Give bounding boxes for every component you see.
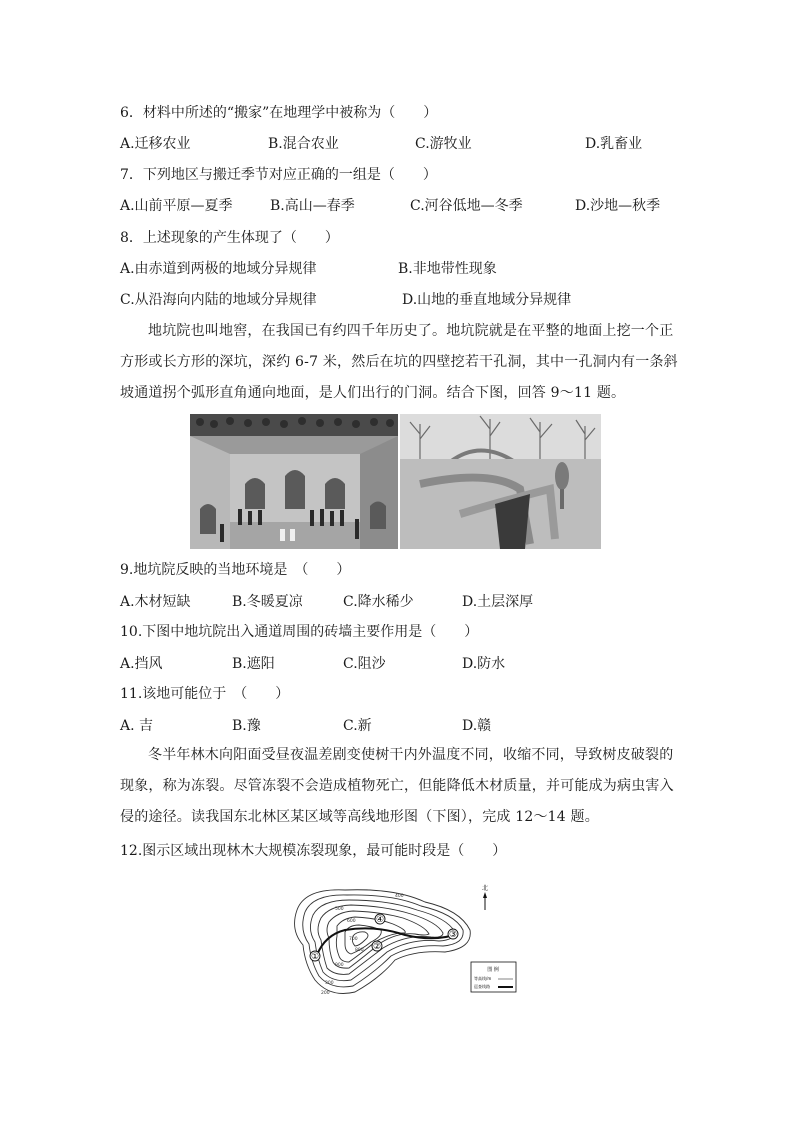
q8-option-b: B.非地带性现象 xyxy=(398,261,497,277)
q6-option-b: B.混合农业 xyxy=(268,136,339,152)
legend-route: 巡查线路 xyxy=(474,984,490,989)
marker-3: ③ xyxy=(448,930,458,940)
contour-label-400: 400 xyxy=(395,894,404,899)
q7-option-d: D.沙地—秋季 xyxy=(575,198,661,214)
q8-option-a: A.由赤道到两极的地域分异规律 xyxy=(120,261,317,277)
q11-option-b: B.豫 xyxy=(232,718,261,734)
north-label: 北 xyxy=(481,885,489,892)
q11-option-c: C.新 xyxy=(343,718,372,734)
q9-option-d: D.土层深厚 xyxy=(462,594,534,610)
q9-stem: 9.地坑院反映的当地环境是 （ ） xyxy=(120,562,351,578)
q7-stem: 7．下列地区与搬迁季节对应正确的一组是（ ） xyxy=(120,167,437,183)
q7-option-a: A.山前平原—夏季 xyxy=(120,198,233,214)
q7-option-c: C.河谷低地—冬季 xyxy=(410,198,523,214)
contour-map xyxy=(285,880,525,1000)
marker-2: ② xyxy=(372,942,382,952)
q6-option-c: C.游牧业 xyxy=(415,136,472,152)
q9-option-b: B.冬暖夏凉 xyxy=(232,594,303,610)
q11-option-d: D.赣 xyxy=(462,718,492,734)
q12-stem: 12.图示区域出现林木大规模冻裂现象，最可能时段是（ ） xyxy=(120,843,507,859)
q8-option-c: C.从沿海向内陆的地域分异规律 xyxy=(120,292,317,308)
q10-option-c: C.阻沙 xyxy=(343,656,386,672)
passage-frost-crack: 冬半年林木向阳面受昼夜温差剧变使树干内外温度不同，收缩不同，导致树皮破裂的现象，称为冻裂。尽管冻裂不会造成植物死亡，但能降低木材质量，并可能成为病虫害入侵的途径。读我国东北林区某区域等高线地形图（下图），完成 12～14 题。 xyxy=(120,747,674,825)
passage-dikengyuan: 地坑院也叫地窖，在我国已有约四千年历史了。地坑院就是在平整的地面上挖一个正方形或长方形的深坑，深约 6-7 米，然后在坑的四壁挖若干孔洞，其中一孔洞内有一条斜坡通道拐个弧形直角通向地面，是人们出行的门洞。结合下图，回答 9～11 题。 xyxy=(120,323,678,401)
legend-title: 图 例 xyxy=(487,967,499,973)
q6-option-a: A.迁移农业 xyxy=(120,136,191,152)
north-arrow-icon xyxy=(483,892,487,910)
contour-label-200: 200 xyxy=(321,991,330,996)
marker-4: ④ xyxy=(375,915,385,925)
q9-option-a: A.木材短缺 xyxy=(120,594,191,610)
contour-label-800: 800 xyxy=(355,948,364,953)
contour-label-700: 700 xyxy=(349,937,358,942)
q8-option-d: D.山地的垂直地域分异规律 xyxy=(402,292,572,308)
q6-option-d: D.乳畜业 xyxy=(585,136,643,152)
q11-stem: 11.该地可能位于 （ ） xyxy=(120,686,290,702)
q9-option-c: C.降水稀少 xyxy=(343,594,414,610)
q10-option-d: D.防水 xyxy=(462,656,506,672)
entrance-passage-photo xyxy=(400,414,601,549)
q8-stem: 8．上述现象的产生体现了（ ） xyxy=(120,230,339,246)
contour-label-500: 500 xyxy=(335,907,344,912)
marker-1: ① xyxy=(310,952,320,962)
q10-stem: 10.下图中地坑院出入通道周围的砖墙主要作用是（ ） xyxy=(120,624,479,640)
courtyard-photo xyxy=(190,414,398,549)
q6-stem: 6．材料中所述的“搬家”在地理学中被称为（ ） xyxy=(120,105,438,121)
q7-option-b: B.高山—春季 xyxy=(270,198,355,214)
contour-label-900: 900 xyxy=(335,963,344,968)
q11-option-a: A. 吉 xyxy=(120,718,154,734)
q10-option-a: A.挡风 xyxy=(120,656,163,672)
contour-label-300: 300 xyxy=(325,981,334,986)
contour-label-600: 600 xyxy=(347,919,356,924)
legend-contour: 等高线/m xyxy=(474,976,492,981)
q10-option-b: B.遮阳 xyxy=(232,656,275,672)
